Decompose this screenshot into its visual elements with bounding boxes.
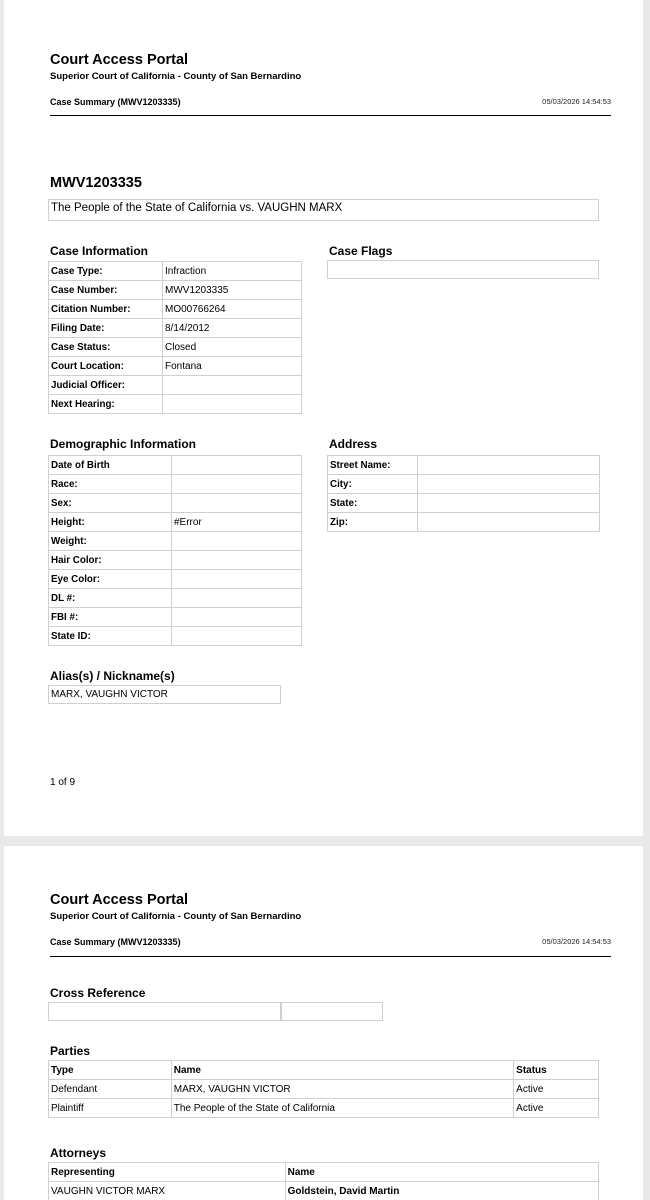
field-label: Case Status: — [49, 338, 163, 357]
table-cell: MARX, VAUGHN VICTOR — [171, 1080, 513, 1099]
field-label: Street Name: — [328, 456, 418, 475]
table-row — [49, 1182, 599, 1200]
header-row — [49, 1163, 599, 1182]
field-value — [418, 456, 600, 475]
field-value: MO00766264 — [163, 300, 302, 319]
attorneys-heading: Attorneys — [50, 1146, 107, 1160]
field-row — [49, 494, 302, 513]
field-row — [49, 475, 302, 494]
table-cell: Defendant — [49, 1080, 172, 1099]
court-name: Superior Court of California - County of San Bernardino — [50, 71, 302, 82]
address-heading: Address — [329, 437, 378, 451]
field-value — [163, 395, 302, 414]
table-cell: Plaintiff — [49, 1099, 172, 1118]
document-page-2 — [4, 846, 643, 1200]
field-label: Race: — [49, 475, 172, 494]
field-value — [172, 570, 302, 589]
field-label: Filing Date: — [49, 319, 163, 338]
portal-title: Court Access Portal — [50, 52, 189, 68]
page-number: 1 of 9 — [50, 777, 76, 788]
field-row — [49, 376, 302, 395]
field-label: Date of Birth — [49, 456, 172, 475]
portal-title: Court Access Portal — [50, 892, 189, 908]
field-value — [172, 627, 302, 646]
field-row — [49, 281, 302, 300]
table-row — [49, 1099, 599, 1118]
cross-reference-box-2 — [281, 1002, 383, 1021]
field-value: #Error — [172, 513, 302, 532]
address-table — [327, 455, 600, 532]
field-value — [163, 376, 302, 395]
field-label: Case Number: — [49, 281, 163, 300]
field-label: Height: — [49, 513, 172, 532]
case-information-table — [48, 261, 302, 414]
field-row — [49, 395, 302, 414]
field-label: Eye Color: — [49, 570, 172, 589]
field-row — [328, 475, 600, 494]
field-row — [49, 262, 302, 281]
alias-value: MARX, VAUGHN VICTOR — [48, 685, 281, 704]
field-label: Sex: — [49, 494, 172, 513]
field-value: MWV1203335 — [163, 281, 302, 300]
attorneys-table — [48, 1162, 599, 1200]
field-label: Hair Color: — [49, 551, 172, 570]
field-value: 8/14/2012 — [163, 319, 302, 338]
timestamp: 05/03/2026 14:54:53 — [542, 97, 611, 106]
timestamp: 05/03/2026 14:54:53 — [542, 937, 611, 946]
field-label: Case Type: — [49, 262, 163, 281]
field-row — [49, 300, 302, 319]
field-value — [172, 456, 302, 475]
field-value — [172, 494, 302, 513]
case-flags-heading: Case Flags — [329, 244, 393, 258]
header-rule — [50, 956, 611, 957]
field-row — [49, 513, 302, 532]
field-row — [328, 494, 600, 513]
column-header: Name — [171, 1061, 513, 1080]
field-label: Weight: — [49, 532, 172, 551]
field-row — [49, 532, 302, 551]
field-label: Next Hearing: — [49, 395, 163, 414]
field-value — [172, 551, 302, 570]
field-row — [49, 570, 302, 589]
header-row — [49, 1061, 599, 1080]
field-value: Fontana — [163, 357, 302, 376]
case-summary-label: Case Summary (MWV1203335) — [50, 97, 181, 107]
field-row — [49, 319, 302, 338]
field-row — [328, 513, 600, 532]
field-value: Infraction — [163, 262, 302, 281]
field-label: Court Location: — [49, 357, 163, 376]
cross-reference-box-1 — [48, 1002, 281, 1021]
document-page-1 — [4, 0, 643, 836]
field-label: State: — [328, 494, 418, 513]
field-value — [172, 608, 302, 627]
field-value: Closed — [163, 338, 302, 357]
field-value — [172, 532, 302, 551]
field-label: Citation Number: — [49, 300, 163, 319]
field-label: FBI #: — [49, 608, 172, 627]
court-name: Superior Court of California - County of San Bernardino — [50, 911, 302, 922]
case-number-heading: MWV1203335 — [50, 175, 142, 191]
table-row — [49, 1080, 599, 1099]
field-row — [49, 627, 302, 646]
field-row — [328, 456, 600, 475]
table-cell: The People of the State of California — [171, 1099, 513, 1118]
column-header: Name — [285, 1163, 598, 1182]
case-flags-box — [327, 260, 599, 279]
field-label: DL #: — [49, 589, 172, 608]
field-value — [418, 475, 600, 494]
field-label: Judicial Officer: — [49, 376, 163, 395]
field-value — [418, 513, 600, 532]
table-cell: VAUGHN VICTOR MARX — [49, 1182, 286, 1200]
table-cell: Active — [514, 1099, 599, 1118]
field-row — [49, 357, 302, 376]
cross-reference-heading: Cross Reference — [50, 986, 146, 1000]
field-label: City: — [328, 475, 418, 494]
field-row — [49, 338, 302, 357]
field-row — [49, 608, 302, 627]
parties-heading: Parties — [50, 1044, 91, 1058]
header-rule — [50, 115, 611, 116]
case-information-heading: Case Information — [50, 244, 149, 258]
demographic-heading: Demographic Information — [50, 437, 197, 451]
column-header: Type — [49, 1061, 172, 1080]
field-label: State ID: — [49, 627, 172, 646]
field-row — [49, 456, 302, 475]
field-row — [49, 589, 302, 608]
field-value — [172, 475, 302, 494]
field-value — [172, 589, 302, 608]
table-cell: Active — [514, 1080, 599, 1099]
field-value — [418, 494, 600, 513]
column-header: Status — [514, 1061, 599, 1080]
field-row — [49, 551, 302, 570]
demographic-table — [48, 455, 302, 646]
field-label: Zip: — [328, 513, 418, 532]
table-cell: Goldstein, David Martin — [285, 1182, 598, 1200]
parties-table — [48, 1060, 599, 1118]
column-header: Representing — [49, 1163, 286, 1182]
case-summary-label: Case Summary (MWV1203335) — [50, 937, 181, 947]
alias-heading: Alias(s) / Nickname(s) — [50, 669, 175, 683]
case-title: The People of the State of California vs. VAUGHN MARX — [48, 199, 599, 221]
